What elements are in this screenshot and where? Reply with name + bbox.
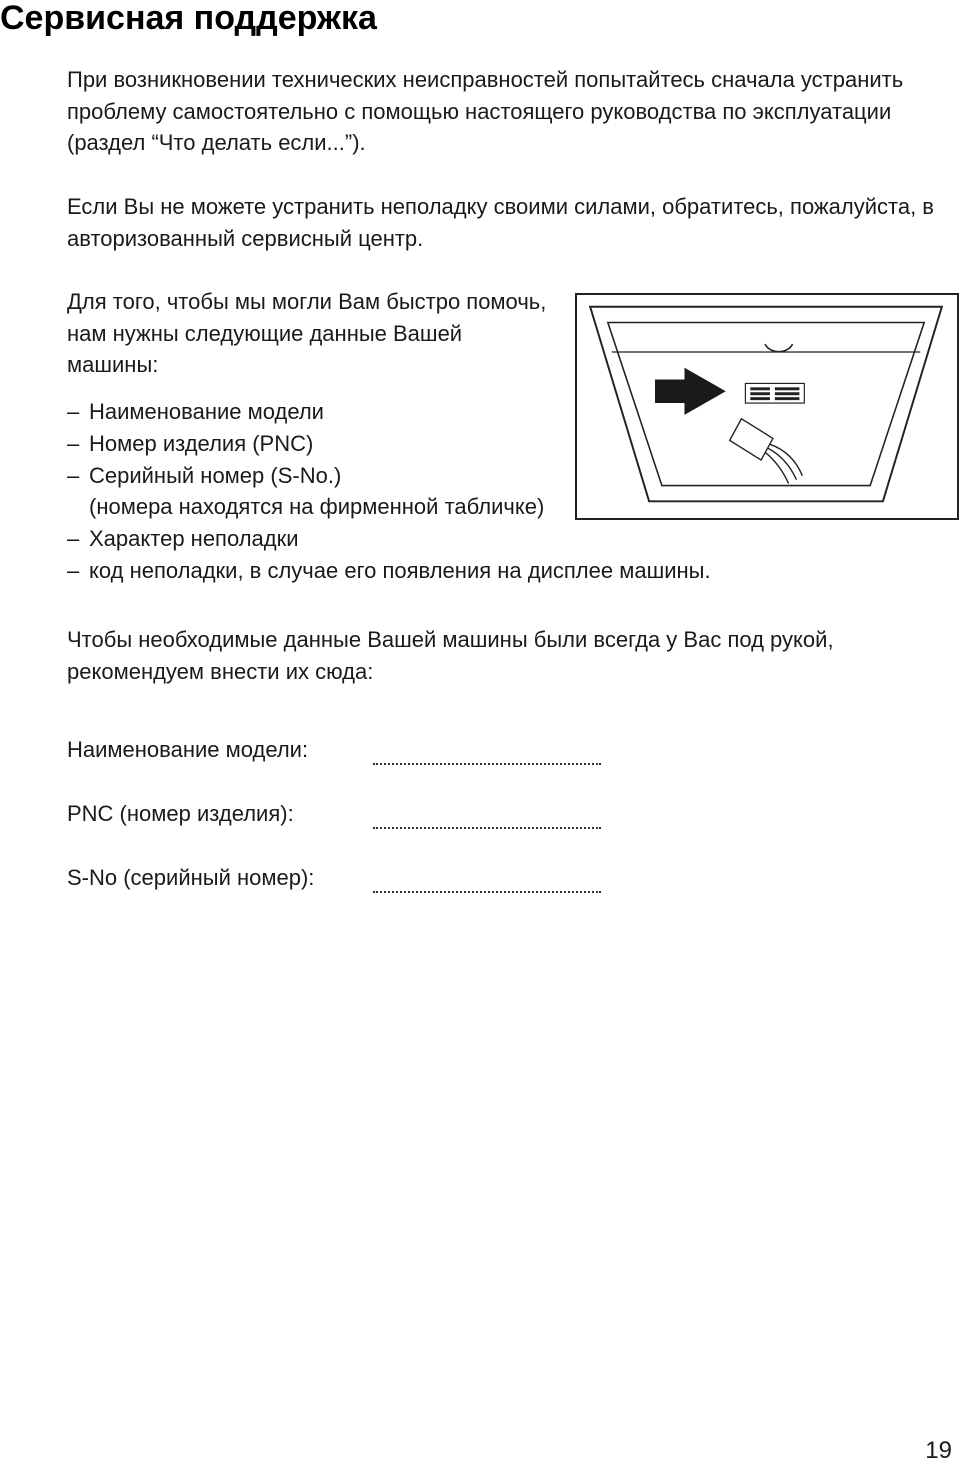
rating-plate-illustration [575,293,959,520]
pnc-field-label: PNC (номер изделия): [67,801,294,826]
list-item-note: (номера находятся на фирменной табличке) [89,494,545,520]
arrow-right-icon [655,368,726,415]
serial-field-blank[interactable] [373,873,601,893]
list-item-pnc: – Номер изделия (PNC) [67,428,947,460]
page-number: 19 [925,1437,952,1464]
list-item-fault-code: – код неполадки, в случае его появления на дисплее машины. [67,555,947,587]
model-field [67,735,601,765]
list-item-serial: – Серийный номер (S-No.) [67,460,947,492]
intro-paragraph: При возникновении технических неисправностей попытайтесь сначала устранить проблему самостоятельно с помощью настоящего руководства по эксплуатации (раздел “Что делать если...”). [67,67,904,155]
list-item-fault: – Характер неполадки [67,523,947,555]
required-data-paragraph: Для того, чтобы мы могли Вам быстро помочь, нам нужны следующие данные Вашей машины: [67,289,547,377]
serial-field [67,863,601,893]
rating-plate-icon [745,383,804,403]
hanging-tag-icon [730,419,803,484]
model-field-label: Наименование модели: [67,737,309,762]
page-title: Сервисная поддержка [0,0,377,37]
door-frame-icon [590,307,942,502]
rating-plate-diagram [577,295,957,518]
service-center-paragraph: Если Вы не можете устранить неполадку своими силами, обратитесь, пожалуйста, в авторизованный сервисный центр. [67,194,934,251]
pnc-field [67,799,601,829]
keep-data-paragraph: Чтобы необходимые данные Вашей машины были всегда у Вас под рукой, рекомендуем внести их сюда: [67,627,834,684]
serial-field-label: S-No (серийный номер): [67,865,315,890]
pnc-field-blank[interactable] [373,809,601,829]
model-field-blank[interactable] [373,745,601,765]
list-item-model: – Наименование модели [67,396,947,428]
